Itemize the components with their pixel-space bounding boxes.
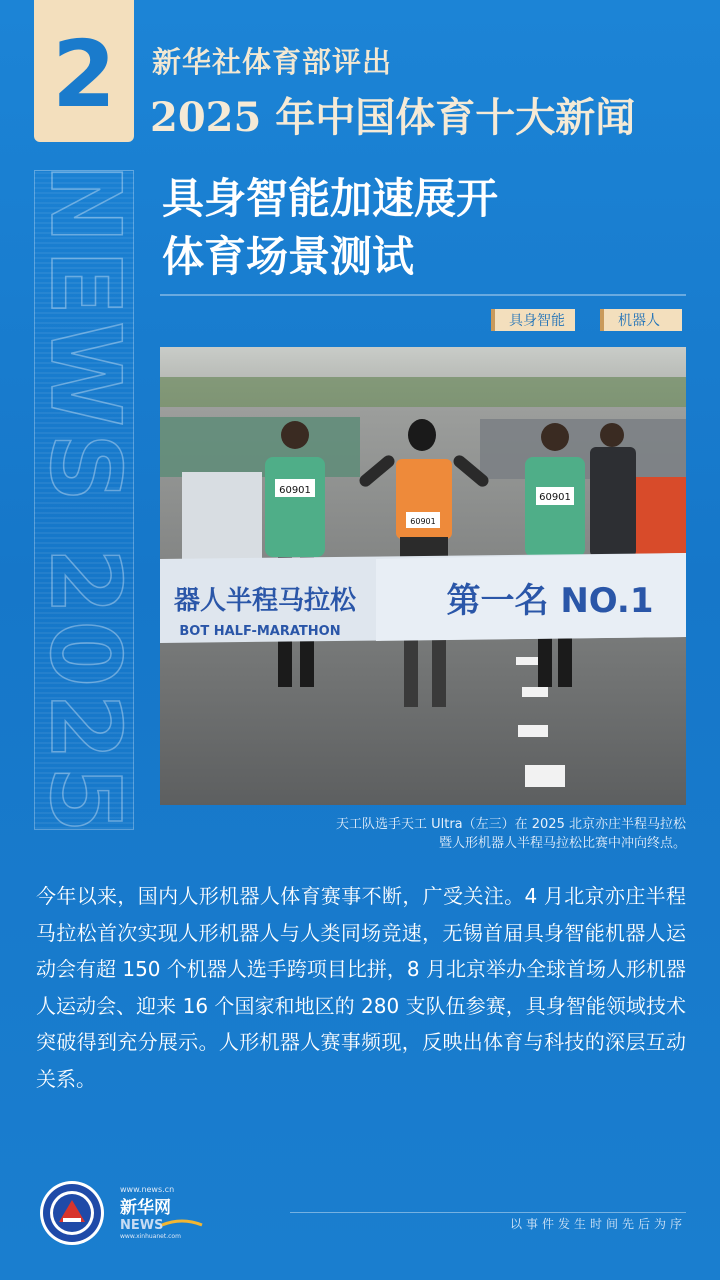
xinhua-seal-logo — [40, 1181, 104, 1245]
banner-text-left: 器人半程马拉松 — [173, 586, 357, 616]
xinhua-url2: www.xinhuanet.com — [120, 1233, 181, 1240]
tag-robot: 机器人 — [600, 309, 682, 331]
headline-line-1: 具身智能加速展开 — [162, 174, 499, 223]
finish-banner — [160, 553, 686, 643]
xinhua-name: 新华网 — [120, 1198, 171, 1218]
xinhuanet-logo — [116, 1183, 206, 1239]
watermark-text: NEWS 2025 — [29, 163, 141, 839]
caption-line-2: 暨人形机器人半程马拉松比赛中冲向终点。 — [438, 836, 686, 851]
photo-illustration — [160, 347, 686, 805]
header-title: 2025 年中国体育十大新闻 — [150, 94, 636, 141]
banner-text-left-sub: BOT HALF-MARATHON — [179, 624, 341, 639]
xinhua-sub: NEWS — [120, 1218, 164, 1233]
news-2025-watermark — [29, 163, 141, 839]
bib-center: 60901 — [410, 517, 436, 526]
xinhuanet-icon — [116, 1183, 206, 1239]
headline-line-2: 体育场景测试 — [162, 232, 415, 281]
rank-number: 2 — [51, 21, 116, 128]
news-photo — [160, 347, 686, 805]
photo-caption — [266, 815, 686, 853]
caption-line-1: 天工队选手天工 Ultra（左三）在 2025 北京亦庄半程马拉松 — [335, 817, 686, 832]
tag-embodied-ai: 具身智能 — [491, 309, 575, 331]
divider — [160, 294, 686, 296]
headline — [162, 170, 498, 286]
header-subtitle: 新华社体育部评出 — [152, 45, 393, 79]
rank-badge — [34, 0, 134, 142]
bib-left: 60901 — [279, 485, 311, 496]
article-body: 今年以来，国内人形机器人体育赛事不断，广受关注。4 月北京亦庄半程马拉松首次实现人形机器人与人类同场竞速，无锡首届具身智能机器人运动会有超 150 个机器人选手跨项目比拼，8 月北京举办全球首场人形机器人运动会、迎来 16 个国家和地区的 280 支队伍参赛，具身智能领域技术突破得到充分展示。人形机器人赛事频现，反映出体育与科技的深层互动关系。 — [36, 884, 686, 1091]
seal-icon — [41, 1182, 103, 1244]
footer-note: 以事件发生时间先后为序 — [509, 1217, 686, 1231]
bib-right: 60901 — [539, 492, 571, 503]
xinhua-url: www.news.cn — [120, 1185, 175, 1194]
footer-divider — [290, 1212, 686, 1213]
banner-text-right: 第一名 NO.1 — [446, 581, 654, 621]
